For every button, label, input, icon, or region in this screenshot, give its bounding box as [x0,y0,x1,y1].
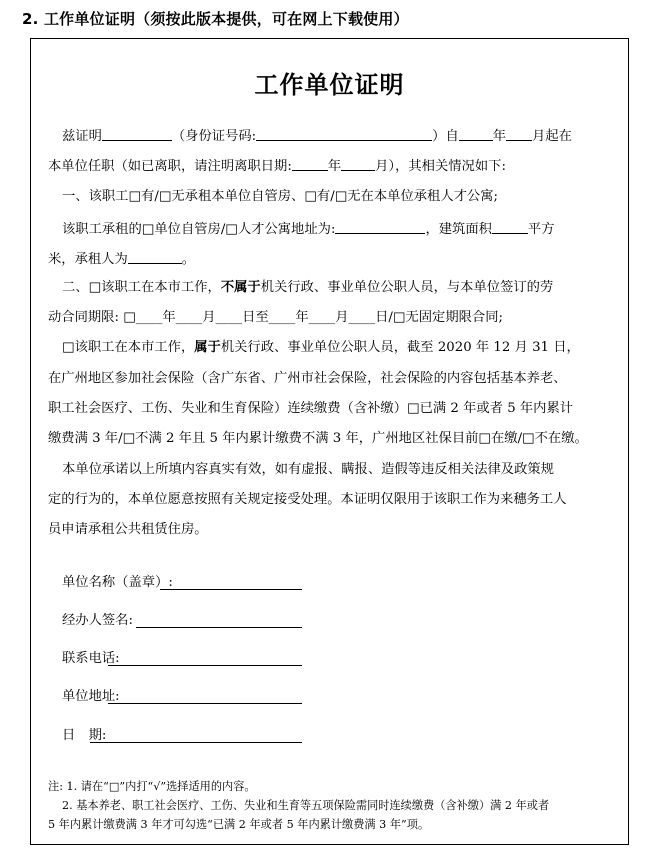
address-field[interactable] [108,703,302,704]
unit-name-label: 单位名称（盖章）: [62,575,173,590]
phone-label: 联系电话: [62,651,120,666]
body-line-5: 米，承租人为 。 [48,252,196,267]
address-blank [335,221,425,234]
leave-year-blank [292,158,328,171]
note-3: 5 年内累计缴费满 3 年才可勾选“已满 2 年或者 5 年内累计缴费满 3 年”项。 [48,818,430,831]
body-line-12: 本单位承诺以上所填内容真实有效，如有虚报、瞒报、造假等违反相关法律及政策规 [62,462,554,477]
body-line-14: 员申请承租公共租赁住房。 [48,522,208,537]
body-line-6: 二、□该职工在本市工作，不属于机关行政、事业单位公职人员，与本单位签订的劳 [62,280,554,295]
phone-field[interactable] [108,665,302,666]
unit-name-field[interactable] [160,589,302,590]
date-label: 日 期: [62,728,107,743]
handler-label: 经办人签名: [62,613,133,628]
note-1: 注: 1. 请在“□”内打“√”选择适用的内容。 [48,780,256,793]
body-line-3: 一、该职工□有/□无承租本单位自管房、□有/□无在本单位承租人才公寓; [62,189,499,204]
body-line-7: 动合同期限: □____年____月____日至____年____月____日/□无固定期限合同; [48,310,503,325]
start-month-blank [506,128,532,141]
area-blank [492,221,528,234]
id-number-blank [256,128,432,141]
name-blank [102,128,172,141]
body-line-13: 定的行为的，本单位愿意按照有关规定接受处理。本证明仅限用于该职工作为来穗务工人 [48,492,567,507]
certificate-title: 工作单位证明 [254,70,405,99]
body-line-4: 该职工承租的□单位自管房/□人才公寓地址为: ，建筑面积 平方 [62,222,555,237]
body-line-2: 本单位任职（如已离职，请注明离职日期: 年 月），其相关情况如下: [48,159,506,174]
handler-signature-field[interactable] [136,627,302,628]
body-line-9: 在广州地区参加社会保险（含广东省、广州市社会保险，社会保险的内容包括基本养老、 [48,371,567,386]
tenant-blank [128,251,182,264]
body-line-1: 兹证明 （身份证号码: ）自 年 月起在 [62,129,572,144]
start-year-blank [459,128,493,141]
body-line-8: □该职工在本市工作，属于机关行政、事业单位公职人员，截至 2020 年 12 月 31 日， [62,340,580,355]
leave-month-blank [341,158,375,171]
date-field[interactable] [90,742,302,743]
body-line-10: 职工社会医疗、工伤、失业和生育保险）连续缴费（含补缴）□已满 2 年或者 5 年内累计 [48,401,574,416]
body-line-11: 缴费满 3 年/□不满 2 年且 5 年内累计缴费不满 3 年，广州地区社保目前□在缴/□不在缴。 [48,431,588,446]
address-label: 单位地址: [62,689,120,704]
note-2: 2. 基本养老、职工社会医疗、工伤、失业和生育等五项保险需同时连续缴费（含补缴）满 2 年或者 [62,799,550,812]
section-heading: 2. 工作单位证明（须按此版本提供，可在网上下载使用） [22,10,409,28]
